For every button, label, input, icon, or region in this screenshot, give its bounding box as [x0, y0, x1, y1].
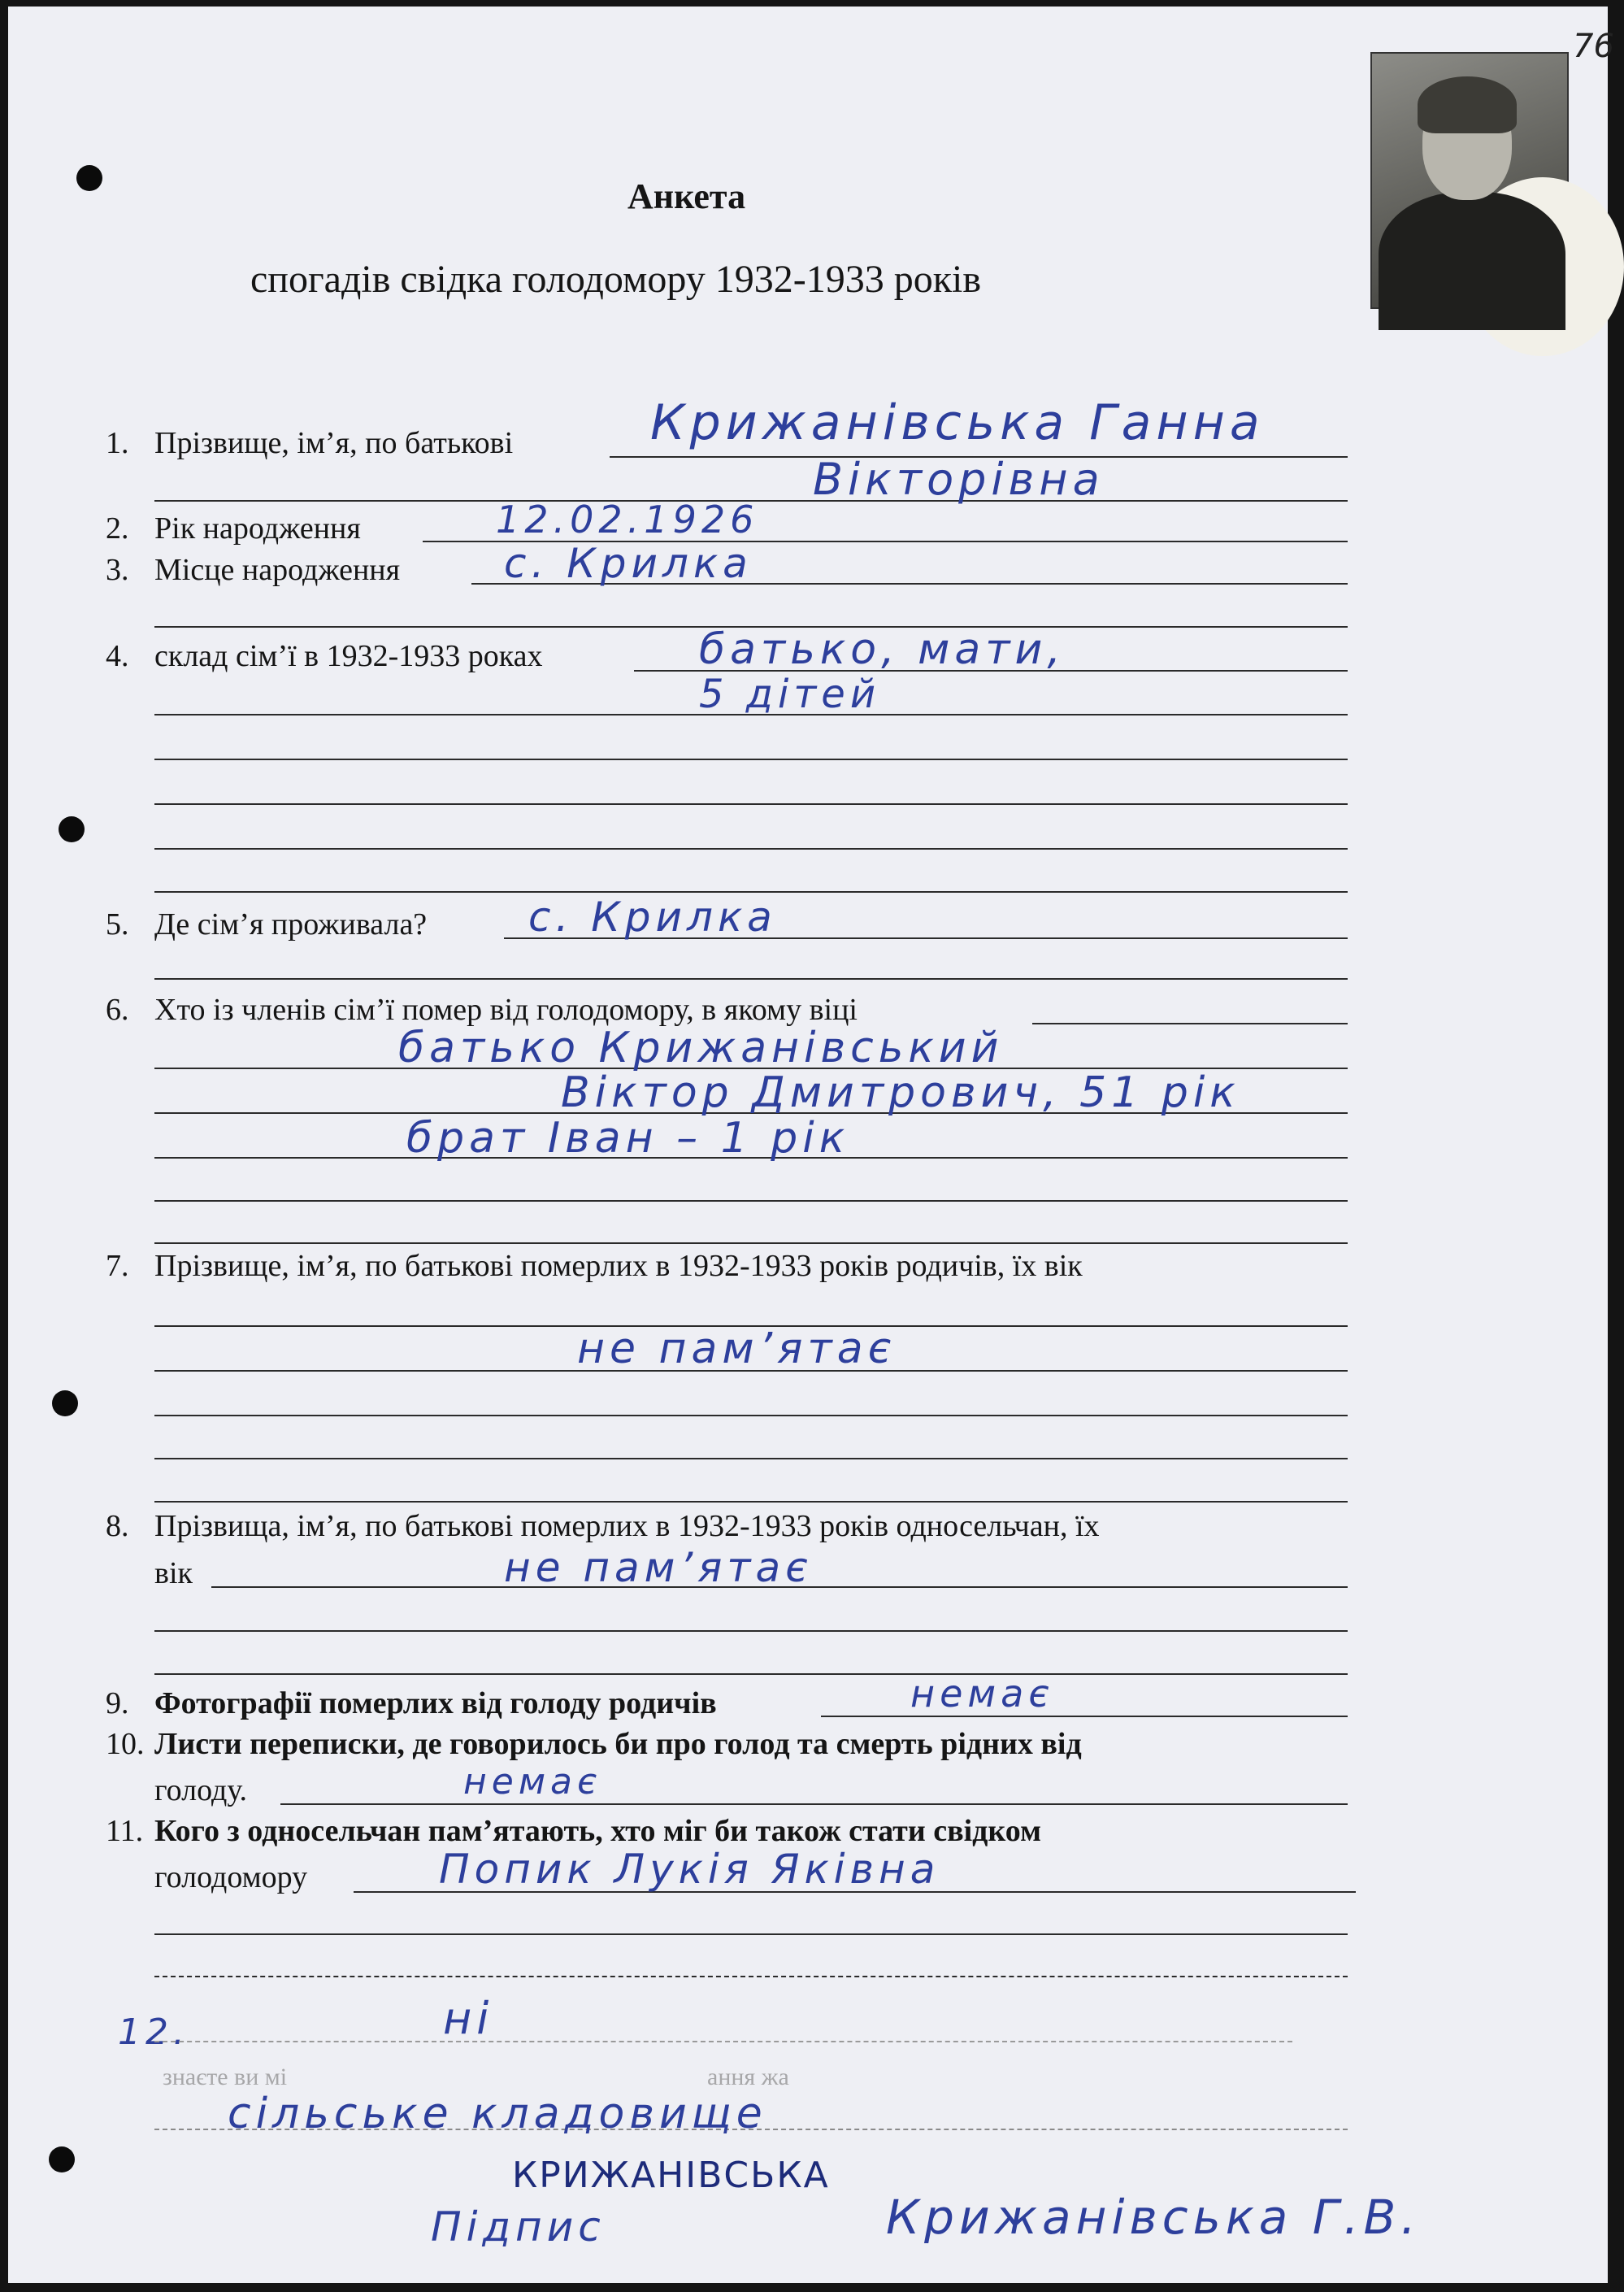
q9-answer: немає: [910, 1672, 1054, 1716]
binder-hole: [49, 2146, 75, 2172]
q7-number: 7.: [106, 1249, 129, 1283]
questionnaire-page: [8, 7, 1614, 2283]
q8-answer: не пам’ятає: [504, 1544, 813, 1591]
q6-answer-2: Віктор Дмитрович, 51 рік: [561, 1068, 1240, 1117]
q5-number: 5.: [106, 907, 129, 942]
q10-number: 10.: [106, 1727, 145, 1761]
q4-line-4: [154, 803, 1348, 805]
q7-line-2: [154, 1370, 1348, 1372]
q9-line: [821, 1716, 1348, 1717]
q2-number: 2.: [106, 511, 129, 546]
q12-number: 12.: [118, 2011, 189, 2053]
q6-line-6: [154, 1242, 1348, 1244]
signature-printed-name: КРИЖАНІВСЬКА: [512, 2155, 830, 2196]
q11-answer: Попик Лукія Яківна: [439, 1846, 940, 1893]
q8-label: Прізвища, ім’я, по батькові померлих в 1932-1933 років односельчан, їх: [154, 1509, 1100, 1543]
binder-hole: [52, 1390, 78, 1416]
portrait-photo-icon: [1370, 52, 1569, 309]
q13-label-faint-2: ання жа: [707, 2064, 789, 2090]
q8-line-3: [154, 1673, 1348, 1675]
q4-line-6: [154, 891, 1348, 893]
q3-number: 3.: [106, 553, 129, 587]
q10-label: Листи переписки, де говорилось би про голод та смерть рідних від: [154, 1727, 1082, 1761]
q7-answer: не пам’ятає: [577, 1324, 897, 1373]
q10-answer: немає: [463, 1761, 602, 1803]
q5-label: Де сім’я проживала?: [154, 907, 428, 942]
q11-line-3: [154, 1976, 1348, 1977]
binder-hole: [76, 165, 102, 191]
q11-label-cont: голодомору: [154, 1860, 308, 1894]
q6-line-5: [154, 1200, 1348, 1202]
q1-number: 1.: [106, 426, 129, 460]
q6-answer-3: брат Іван – 1 рік: [406, 1114, 850, 1163]
q6-label: Хто із членів сім’ї помер від голодомору, в якому віці: [154, 993, 858, 1027]
q4-answer-2: 5 дітей: [699, 672, 881, 717]
q4-line-3: [154, 759, 1348, 760]
q4-line-5: [154, 848, 1348, 850]
q8-line-2: [154, 1630, 1348, 1632]
q7-line-5: [154, 1501, 1348, 1503]
q13-answer: сільське кладовище: [228, 2090, 767, 2138]
q2-label: Рік народження: [154, 511, 361, 546]
q5-answer: с. Крилка: [528, 894, 777, 941]
q2-answer: 12.02.1926: [496, 498, 759, 541]
q13-label-faint: знаєте ви мі: [163, 2064, 288, 2090]
q7-label: Прізвище, ім’я, по батькові померлих в 1932-1933 років родичів, їх вік: [154, 1249, 1083, 1283]
q10-label-cont: голоду.: [154, 1773, 248, 1807]
q1-answer-2: Вікторівна: [813, 454, 1105, 505]
q7-line-4: [154, 1458, 1348, 1459]
binder-hole: [59, 816, 85, 842]
page-number: 76: [1573, 28, 1614, 65]
q4-number: 4.: [106, 639, 129, 673]
q4-label: склад сім’ї в 1932-1933 роках: [154, 639, 543, 673]
q6-number: 6.: [106, 993, 129, 1027]
q9-label: Фотографії померлих від голоду родичів: [154, 1686, 717, 1720]
q11-line-2: [154, 1933, 1348, 1935]
signature-label: Підпис: [431, 2203, 606, 2251]
signature: Крижанівська Г.В.: [886, 2190, 1421, 2245]
q10-line: [280, 1803, 1348, 1805]
q11-number: 11.: [106, 1814, 144, 1848]
form-subtitle: спогадів свідка голодомору 1932-1933 років: [250, 258, 982, 301]
q12-line: [154, 2041, 1292, 2042]
q4-answer: батько, мати,: [699, 625, 1066, 674]
q7-line-3: [154, 1415, 1348, 1416]
q8-number: 8.: [106, 1509, 129, 1543]
q11-label: Кого з односельчан пам’ятають, хто міг би також стати свідком: [154, 1814, 1041, 1848]
q6-answer: батько Крижанівський: [398, 1024, 1004, 1072]
q5-line-2: [154, 978, 1348, 980]
q12-answer: ні: [443, 1993, 494, 2044]
q1-label: Прізвище, ім’я, по батькові: [154, 426, 514, 460]
q9-number: 9.: [106, 1686, 129, 1720]
q1-answer: Крижанівська Ганна: [650, 394, 1265, 451]
q6-line: [1032, 1023, 1348, 1024]
q3-answer: с. Крилка: [504, 540, 753, 587]
q3-label: Місце народження: [154, 553, 401, 587]
q8-label-cont: вік: [154, 1556, 193, 1590]
form-title: Анкета: [627, 176, 746, 216]
